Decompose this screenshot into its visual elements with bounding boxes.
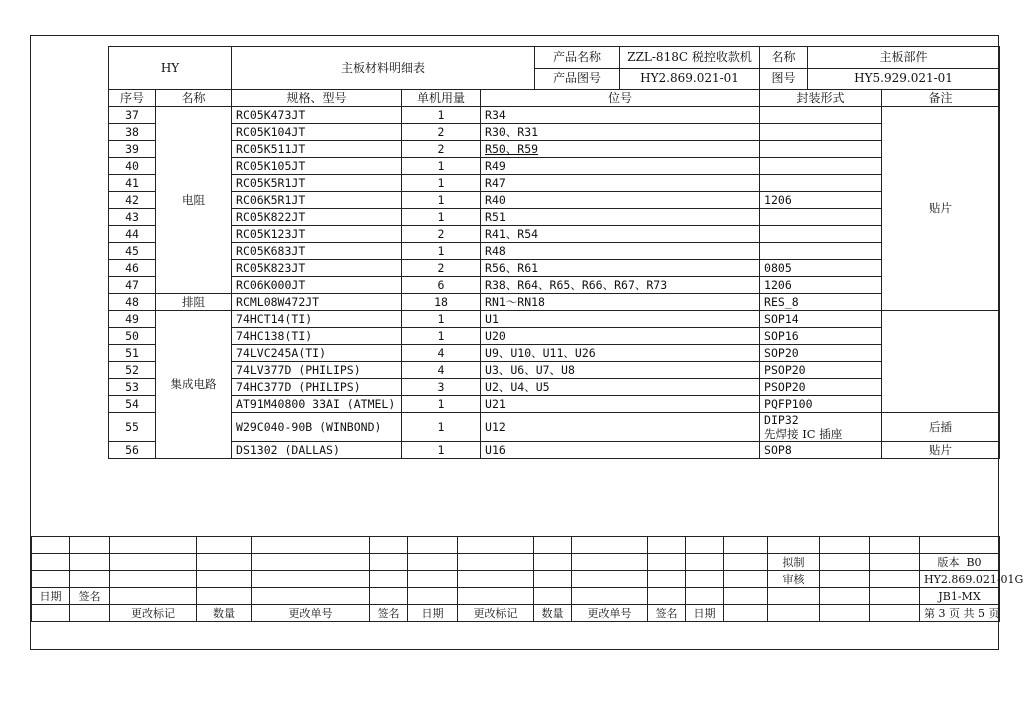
row-position: U12 <box>481 413 760 442</box>
version-cell <box>920 554 1000 571</box>
row-qty: 1 <box>402 328 481 345</box>
table-row <box>109 209 1000 226</box>
row-spec: RC05K823JT <box>232 260 402 277</box>
row-package <box>760 141 882 158</box>
sign-label-3: 签名 <box>648 605 686 622</box>
row-qty: 1 <box>402 243 481 260</box>
change-no-label-2: 更改单号 <box>572 605 648 622</box>
company-name: HY <box>109 47 232 90</box>
row-seq: 47 <box>109 277 156 294</box>
row-seq: 37 <box>109 107 156 124</box>
row-position: U3、U6、U7、U8 <box>481 362 760 379</box>
table-row <box>109 277 1000 294</box>
row-package: 1206 <box>760 277 882 294</box>
row-seq: 55 <box>109 413 156 442</box>
row-seq: 43 <box>109 209 156 226</box>
row-qty: 1 <box>402 158 481 175</box>
row-qty: 3 <box>402 379 481 396</box>
table-row <box>109 345 1000 362</box>
row-qty: 2 <box>402 141 481 158</box>
table-row <box>109 158 1000 175</box>
version-value: B0 <box>966 555 982 569</box>
row-spec: RC06K000JT <box>232 277 402 294</box>
col-qty: 单机用量 <box>402 90 481 107</box>
row-qty: 1 <box>402 107 481 124</box>
row-position: U21 <box>481 396 760 413</box>
row-seq: 40 <box>109 158 156 175</box>
row-position: R49 <box>481 158 760 175</box>
table-row <box>109 328 1000 345</box>
doc-title: 主板材料明细表 <box>232 47 535 90</box>
doc-code: JB1-MX <box>920 588 1000 605</box>
table-row <box>109 413 1000 442</box>
row-qty: 6 <box>402 277 481 294</box>
reviewed-label: 审核 <box>768 571 820 588</box>
row-position: U1 <box>481 311 760 328</box>
row-package: SOP20 <box>760 345 882 362</box>
row-qty: 1 <box>402 209 481 226</box>
row-seq: 44 <box>109 226 156 243</box>
table-row <box>109 243 1000 260</box>
name-label: 名称 <box>760 47 808 69</box>
row-package: PSOP20 <box>760 379 882 396</box>
row-qty: 1 <box>402 396 481 413</box>
group-ic: 集成电路 <box>156 311 232 459</box>
row-package <box>760 413 882 442</box>
page-number: 第 3 页 共 5 页 <box>920 605 1000 622</box>
row-spec: RC05K822JT <box>232 209 402 226</box>
row-package <box>760 158 882 175</box>
drawing-value: HY5.929.021-01 <box>808 68 1000 90</box>
version-label: 版本 <box>937 555 960 569</box>
product-drawing: HY2.869.021-01 <box>620 68 760 90</box>
row-qty: 1 <box>402 442 481 459</box>
group-network: 排阻 <box>156 294 232 311</box>
sign-label-2: 签名 <box>370 605 408 622</box>
row-seq: 53 <box>109 379 156 396</box>
row-spec: W29C040-90B (WINBOND) <box>232 413 402 442</box>
row-seq: 41 <box>109 175 156 192</box>
bom-table-area <box>108 46 999 459</box>
table-row <box>109 192 1000 209</box>
doc-number: HY2.869.021-01G <box>920 571 1000 588</box>
change-mark-label-2: 更改标记 <box>458 605 534 622</box>
row-qty: 2 <box>402 124 481 141</box>
row-position: U2、U4、U5 <box>481 379 760 396</box>
product-name: ZZL-818C 税控收款机 <box>620 47 760 69</box>
sign-label: 签名 <box>70 588 110 605</box>
drawing-label: 图号 <box>760 68 808 90</box>
product-drawing-label: 产品图号 <box>535 68 620 90</box>
row-package: SOP14 <box>760 311 882 328</box>
row-spec: 74HC377D (PHILIPS) <box>232 379 402 396</box>
row-position: R30、R31 <box>481 124 760 141</box>
row-seq: 48 <box>109 294 156 311</box>
row-package <box>760 243 882 260</box>
table-row <box>109 362 1000 379</box>
remark-through-hole: 后插 <box>882 413 1000 442</box>
bom-table <box>108 46 1000 459</box>
row-position: R48 <box>481 243 760 260</box>
table-row <box>109 396 1000 413</box>
row-seq: 38 <box>109 124 156 141</box>
table-row <box>109 226 1000 243</box>
row-qty: 1 <box>402 175 481 192</box>
row-package <box>760 124 882 141</box>
row-spec: 74LVC245A(TI) <box>232 345 402 362</box>
table-row <box>109 175 1000 192</box>
table-row <box>109 379 1000 396</box>
row-seq: 52 <box>109 362 156 379</box>
row-seq: 46 <box>109 260 156 277</box>
row-position: R34 <box>481 107 760 124</box>
row-seq: 56 <box>109 442 156 459</box>
remark-smt: 贴片 <box>882 107 1000 311</box>
row-spec: AT91M40800 33AI (ATMEL) <box>232 396 402 413</box>
row-package <box>760 209 882 226</box>
row-position: RN1～RN18 <box>481 294 760 311</box>
quantity-label: 数量 <box>197 605 252 622</box>
col-position: 位号 <box>481 90 760 107</box>
row-package: 1206 <box>760 192 882 209</box>
row-position: R51 <box>481 209 760 226</box>
row-package <box>760 107 882 124</box>
col-name: 名称 <box>156 90 232 107</box>
product-name-label: 产品名称 <box>535 47 620 69</box>
title-block-table <box>31 536 1024 622</box>
row-spec: RCML08W472JT <box>232 294 402 311</box>
row-package: PSOP20 <box>760 362 882 379</box>
row-package: SOP16 <box>760 328 882 345</box>
row-spec: RC05K473JT <box>232 107 402 124</box>
row-seq: 39 <box>109 141 156 158</box>
col-seq: 序号 <box>109 90 156 107</box>
row-seq: 42 <box>109 192 156 209</box>
row-position: R40 <box>481 192 760 209</box>
col-spec: 规格、型号 <box>232 90 402 107</box>
document-frame <box>30 35 1024 650</box>
table-row <box>109 442 1000 459</box>
table-row <box>109 311 1000 328</box>
row-qty: 2 <box>402 226 481 243</box>
row-qty: 4 <box>402 362 481 379</box>
row-spec: RC05K5R1JT <box>232 175 402 192</box>
package-line-2: 先焊接 IC 插座 <box>764 427 843 441</box>
row-qty: 2 <box>402 260 481 277</box>
date-label-2: 日期 <box>408 605 458 622</box>
row-spec: RC05K105JT <box>232 158 402 175</box>
package-line-1: DIP32 <box>764 413 799 427</box>
row-spec: 74HC138(TI) <box>232 328 402 345</box>
row-seq: 49 <box>109 311 156 328</box>
row-spec: RC06K5R1JT <box>232 192 402 209</box>
row-seq: 54 <box>109 396 156 413</box>
row-spec: 74HCT14(TI) <box>232 311 402 328</box>
row-position: R56、R61 <box>481 260 760 277</box>
col-package: 封装形式 <box>760 90 882 107</box>
row-package <box>760 226 882 243</box>
table-row <box>109 294 1000 311</box>
title-block <box>31 536 1024 622</box>
table-row <box>109 124 1000 141</box>
row-position: R47 <box>481 175 760 192</box>
table-row <box>109 260 1000 277</box>
remark-smt-2: 贴片 <box>882 442 1000 459</box>
row-position: R41、R54 <box>481 226 760 243</box>
change-no-label: 更改单号 <box>252 605 370 622</box>
row-package <box>760 175 882 192</box>
row-package: 0805 <box>760 260 882 277</box>
col-remark: 备注 <box>882 90 1000 107</box>
quantity-label-2: 数量 <box>534 605 572 622</box>
row-seq: 51 <box>109 345 156 362</box>
row-package: RES_8 <box>760 294 882 311</box>
row-spec: 74LV377D (PHILIPS) <box>232 362 402 379</box>
row-package: PQFP100 <box>760 396 882 413</box>
row-position: U16 <box>481 442 760 459</box>
row-spec: RC05K683JT <box>232 243 402 260</box>
change-mark-label: 更改标记 <box>110 605 197 622</box>
table-row <box>109 107 1000 124</box>
group-resistor: 电阻 <box>156 107 232 294</box>
name-value: 主板部件 <box>808 47 1000 69</box>
row-seq: 45 <box>109 243 156 260</box>
row-qty: 4 <box>402 345 481 362</box>
table-row <box>109 141 1000 158</box>
row-spec: RC05K104JT <box>232 124 402 141</box>
row-position: U20 <box>481 328 760 345</box>
date-label: 日期 <box>32 588 70 605</box>
row-position: R38、R64、R65、R66、R67、R73 <box>481 277 760 294</box>
row-spec: RC05K511JT <box>232 141 402 158</box>
row-position: U9、U10、U11、U26 <box>481 345 760 362</box>
row-qty: 18 <box>402 294 481 311</box>
row-seq: 50 <box>109 328 156 345</box>
remark-empty <box>882 311 1000 413</box>
row-spec: DS1302 (DALLAS) <box>232 442 402 459</box>
row-spec: RC05K123JT <box>232 226 402 243</box>
row-qty: 1 <box>402 192 481 209</box>
row-position: R50、R59 <box>481 141 760 158</box>
row-package: SOP8 <box>760 442 882 459</box>
row-qty: 1 <box>402 311 481 328</box>
row-qty: 1 <box>402 413 481 442</box>
date-label-3: 日期 <box>686 605 724 622</box>
drafted-label: 拟制 <box>768 554 820 571</box>
